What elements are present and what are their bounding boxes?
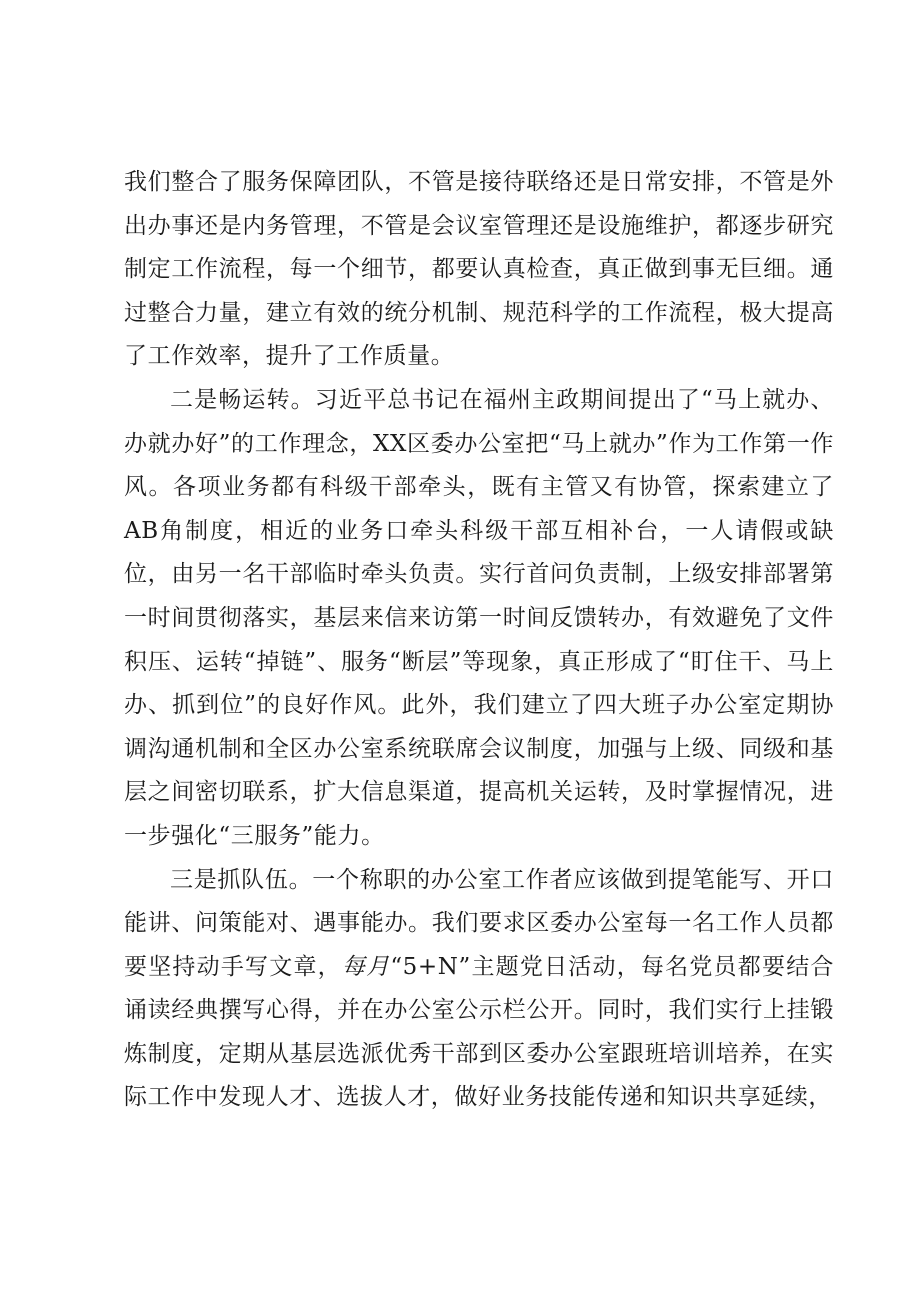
paragraph-team-building-part1: 三是抓队伍。一个称职的办公室工作者应该做到提笔能写、开口能讲、问策能对、遇事能办。我们要求区委办公室每一名工作人员都要坚持动手写文章， [124, 866, 834, 980]
paragraph-team-building [124, 859, 834, 1121]
paragraph-service-team: 我们整合了服务保障团队，不管是接待联络还是日常安排，不管是外出办事还是内务管理，不管是会议室管理还是设施维护，都逐步研究制定工作流程，每一个细节，都要认真检查，真正做到事无巨细。通过整合力量，建立有效的统分机制、规范科学的工作流程，极大提高了工作效率，提升了工作质量。 [124, 169, 834, 370]
paragraph-team-building-part2: “5+N”主题党日活动，每名党员都要结合诵读经典撰写心得，并在办公室公示栏公开。同时，我们实行上挂锻炼制度，定期从基层选派优秀干部到区委办公室跟班培训培养，在实际工作中发现人才、选拔人才，做好业务技能传递和知识共享延续， [124, 953, 834, 1111]
paragraph-operation: 二是畅运转。习近平总书记在福州主政期间提出了“马上就办、办就办好”的工作理念，XX区委办公室把“马上就办”作为工作第一作风。各项业务都有科级干部牵头，既有主管又有协管，探索建立了AB角制度，相近的业务口牵头科级干部互相补台，一人请假或缺位，由另一名干部临时牵头负责。实行首问负责制，上级安排部署第一时间贯彻落实，基层来信来访第一时间反馈转办，有效避免了文件积压、运转“掉链”、服务“断层”等现象，真正形成了“盯住干、马上办、抓到位”的良好作风。此外，我们建立了四大班子办公室定期协调沟通机制和全区办公室系统联席会议制度，加强与上级、同级和基层之间密切联系，扩大信息渠道，提高机关运转，及时掌握情况，进一步强化“三服务”能力。 [124, 386, 834, 849]
body-text [124, 161, 834, 1120]
paragraph-team-building-italic: 每月 [341, 953, 391, 980]
